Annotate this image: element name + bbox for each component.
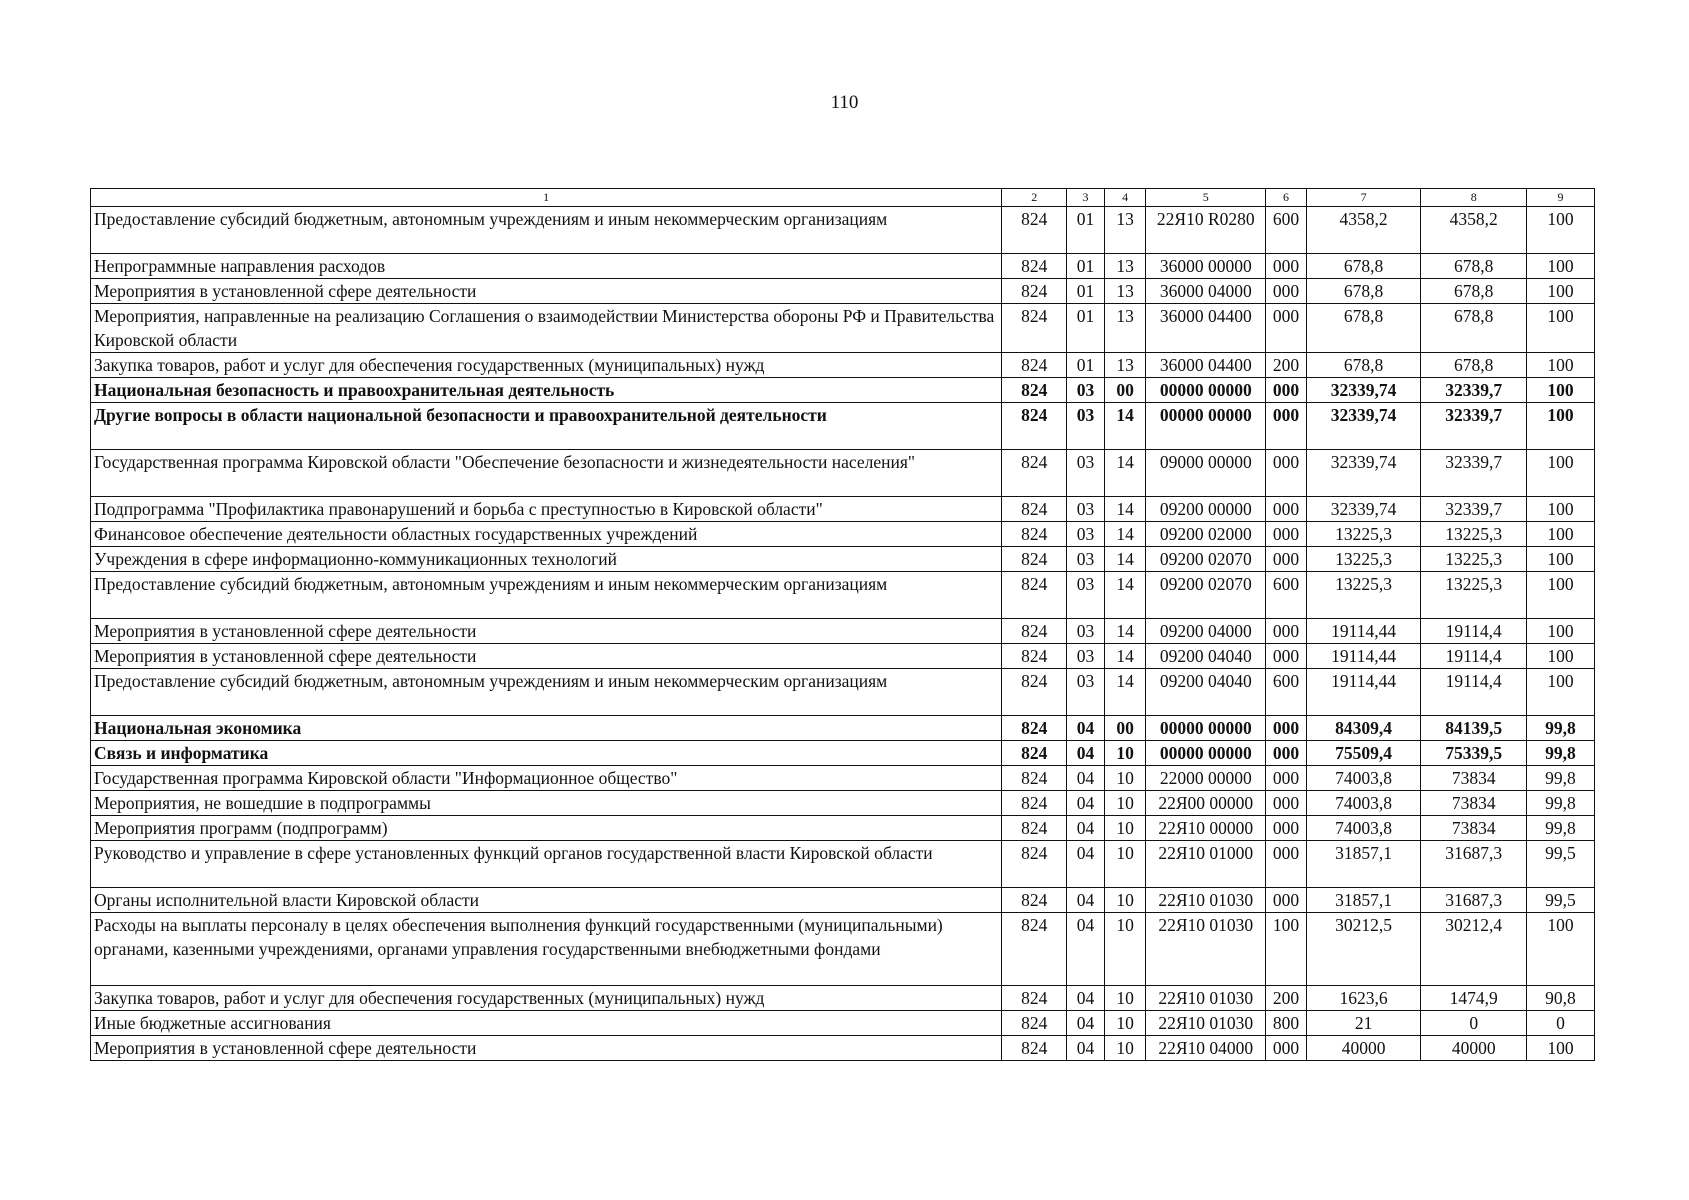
percent-value: 99,8 [1526, 816, 1594, 841]
pr-code: 10 [1104, 766, 1146, 791]
table-row [91, 644, 1595, 669]
table-row [91, 403, 1595, 450]
actual-value: 75339,5 [1421, 741, 1527, 766]
table-row [91, 766, 1595, 791]
vr-code: 000 [1266, 619, 1307, 644]
plan-value: 31857,1 [1306, 888, 1421, 913]
table-row [91, 816, 1595, 841]
vr-code: 000 [1266, 644, 1307, 669]
vr-code: 000 [1266, 279, 1307, 304]
rz-code: 04 [1067, 791, 1105, 816]
percent-value: 99,8 [1526, 791, 1594, 816]
percent-value: 0 [1526, 1011, 1594, 1036]
header-cell: 8 [1421, 189, 1527, 207]
pr-code: 14 [1104, 403, 1146, 450]
row-name: Другие вопросы в области национальной безопасности и правоохранительной деятельности [91, 403, 1002, 450]
header-cell: 4 [1104, 189, 1146, 207]
header-cell: 3 [1067, 189, 1105, 207]
percent-value: 100 [1526, 644, 1594, 669]
csr-code: 22Я00 00000 [1146, 791, 1266, 816]
row-name: Мероприятия в установленной сфере деятельности [91, 619, 1002, 644]
pr-code: 10 [1104, 816, 1146, 841]
gr-code: 824 [1002, 1011, 1067, 1036]
row-name: Мероприятия в установленной сфере деятельности [91, 1036, 1002, 1061]
pr-code: 14 [1104, 547, 1146, 572]
row-name: Мероприятия, направленные на реализацию Соглашения о взаимодействии Министерства обороны РФ и Правительства Кировской области [91, 304, 1002, 353]
table-row [91, 619, 1595, 644]
table-row [91, 841, 1595, 888]
rz-code: 03 [1067, 547, 1105, 572]
actual-value: 73834 [1421, 816, 1527, 841]
csr-code: 22Я10 01030 [1146, 1011, 1266, 1036]
rz-code: 04 [1067, 716, 1105, 741]
pr-code: 00 [1104, 716, 1146, 741]
page-number: 110 [830, 92, 859, 113]
gr-code: 824 [1002, 644, 1067, 669]
percent-value: 99,8 [1526, 766, 1594, 791]
rz-code: 04 [1067, 841, 1105, 888]
plan-value: 74003,8 [1306, 766, 1421, 791]
row-name: Учреждения в сфере информационно-коммуникационных технологий [91, 547, 1002, 572]
plan-value: 30212,5 [1306, 913, 1421, 986]
vr-code: 000 [1266, 791, 1307, 816]
pr-code: 13 [1104, 279, 1146, 304]
vr-code: 000 [1266, 888, 1307, 913]
pr-code: 10 [1104, 986, 1146, 1011]
header-cell: 6 [1266, 189, 1307, 207]
percent-value: 100 [1526, 913, 1594, 986]
plan-value: 19114,44 [1306, 669, 1421, 716]
gr-code: 824 [1002, 304, 1067, 353]
rz-code: 03 [1067, 572, 1105, 619]
plan-value: 19114,44 [1306, 619, 1421, 644]
percent-value: 99,8 [1526, 716, 1594, 741]
actual-value: 13225,3 [1421, 547, 1527, 572]
table-row [91, 378, 1595, 403]
rz-code: 03 [1067, 497, 1105, 522]
plan-value: 4358,2 [1306, 207, 1421, 254]
vr-code: 000 [1266, 841, 1307, 888]
plan-value: 1623,6 [1306, 986, 1421, 1011]
header-cell: 7 [1306, 189, 1421, 207]
vr-code: 000 [1266, 1036, 1307, 1061]
plan-value: 678,8 [1306, 353, 1421, 378]
actual-value: 32339,7 [1421, 378, 1527, 403]
pr-code: 14 [1104, 522, 1146, 547]
vr-code: 000 [1266, 403, 1307, 450]
header-cell: 5 [1146, 189, 1266, 207]
vr-code: 000 [1266, 378, 1307, 403]
vr-code: 000 [1266, 522, 1307, 547]
plan-value: 21 [1306, 1011, 1421, 1036]
actual-value: 0 [1421, 1011, 1527, 1036]
table-row [91, 279, 1595, 304]
vr-code: 800 [1266, 1011, 1307, 1036]
vr-code: 600 [1266, 669, 1307, 716]
row-name: Мероприятия в установленной сфере деятельности [91, 644, 1002, 669]
rz-code: 01 [1067, 254, 1105, 279]
pr-code: 10 [1104, 1036, 1146, 1061]
row-name: Подпрограмма "Профилактика правонарушений и борьба с преступностью в Кировской области" [91, 497, 1002, 522]
csr-code: 09200 04000 [1146, 619, 1266, 644]
row-name: Руководство и управление в сфере установленных функций органов государственной власти Кировской области [91, 841, 1002, 888]
gr-code: 824 [1002, 279, 1067, 304]
rz-code: 03 [1067, 644, 1105, 669]
actual-value: 30212,4 [1421, 913, 1527, 986]
row-name: Закупка товаров, работ и услуг для обеспечения государственных (муниципальных) нужд [91, 353, 1002, 378]
row-name: Предоставление субсидий бюджетным, автономным учреждениям и иным некоммерческим организациям [91, 207, 1002, 254]
table-row [91, 522, 1595, 547]
header-cell: 1 [91, 189, 1002, 207]
plan-value: 32339,74 [1306, 378, 1421, 403]
table-row [91, 986, 1595, 1011]
gr-code: 824 [1002, 353, 1067, 378]
row-name: Непрограммные направления расходов [91, 254, 1002, 279]
table-row [91, 353, 1595, 378]
vr-code: 000 [1266, 497, 1307, 522]
rz-code: 03 [1067, 403, 1105, 450]
actual-value: 678,8 [1421, 254, 1527, 279]
pr-code: 14 [1104, 644, 1146, 669]
gr-code: 824 [1002, 254, 1067, 279]
percent-value: 100 [1526, 619, 1594, 644]
pr-code: 10 [1104, 1011, 1146, 1036]
vr-code: 000 [1266, 816, 1307, 841]
percent-value: 100 [1526, 497, 1594, 522]
row-name: Государственная программа Кировской области "Информационное общество" [91, 766, 1002, 791]
gr-code: 824 [1002, 207, 1067, 254]
actual-value: 32339,7 [1421, 403, 1527, 450]
csr-code: 00000 00000 [1146, 741, 1266, 766]
plan-value: 31857,1 [1306, 841, 1421, 888]
vr-code: 000 [1266, 716, 1307, 741]
plan-value: 13225,3 [1306, 547, 1421, 572]
csr-code: 00000 00000 [1146, 716, 1266, 741]
actual-value: 4358,2 [1421, 207, 1527, 254]
gr-code: 824 [1002, 378, 1067, 403]
row-name: Связь и информатика [91, 741, 1002, 766]
percent-value: 100 [1526, 572, 1594, 619]
gr-code: 824 [1002, 522, 1067, 547]
table-row [91, 791, 1595, 816]
rz-code: 04 [1067, 741, 1105, 766]
actual-value: 678,8 [1421, 304, 1527, 353]
csr-code: 00000 00000 [1146, 403, 1266, 450]
csr-code: 36000 00000 [1146, 254, 1266, 279]
gr-code: 824 [1002, 716, 1067, 741]
actual-value: 13225,3 [1421, 572, 1527, 619]
plan-value: 74003,8 [1306, 791, 1421, 816]
csr-code: 09200 00000 [1146, 497, 1266, 522]
row-name: Органы исполнительной власти Кировской области [91, 888, 1002, 913]
rz-code: 03 [1067, 378, 1105, 403]
vr-code: 200 [1266, 353, 1307, 378]
row-name: Закупка товаров, работ и услуг для обеспечения государственных (муниципальных) нужд [91, 986, 1002, 1011]
row-name: Финансовое обеспечение деятельности областных государственных учреждений [91, 522, 1002, 547]
row-name: Мероприятия, не вошедшие в подпрограммы [91, 791, 1002, 816]
table-row [91, 254, 1595, 279]
gr-code: 824 [1002, 1036, 1067, 1061]
pr-code: 13 [1104, 304, 1146, 353]
header-cell: 2 [1002, 189, 1067, 207]
actual-value: 73834 [1421, 766, 1527, 791]
actual-value: 19114,4 [1421, 644, 1527, 669]
csr-code: 22Я10 01030 [1146, 913, 1266, 986]
rz-code: 04 [1067, 986, 1105, 1011]
csr-code: 22Я10 R0280 [1146, 207, 1266, 254]
percent-value: 100 [1526, 378, 1594, 403]
table-row [91, 741, 1595, 766]
percent-value: 100 [1526, 304, 1594, 353]
table-row [91, 572, 1595, 619]
vr-code: 100 [1266, 913, 1307, 986]
gr-code: 824 [1002, 547, 1067, 572]
percent-value: 100 [1526, 353, 1594, 378]
csr-code: 22Я10 01030 [1146, 986, 1266, 1011]
rz-code: 04 [1067, 1036, 1105, 1061]
vr-code: 000 [1266, 766, 1307, 791]
plan-value: 678,8 [1306, 304, 1421, 353]
actual-value: 32339,7 [1421, 497, 1527, 522]
row-name: Государственная программа Кировской области "Обеспечение безопасности и жизнедеятельности населения" [91, 450, 1002, 497]
vr-code: 200 [1266, 986, 1307, 1011]
plan-value: 75509,4 [1306, 741, 1421, 766]
budget-table [90, 188, 1595, 1061]
csr-code: 36000 04400 [1146, 304, 1266, 353]
csr-code: 22Я10 01000 [1146, 841, 1266, 888]
rz-code: 03 [1067, 669, 1105, 716]
pr-code: 10 [1104, 841, 1146, 888]
rz-code: 04 [1067, 913, 1105, 986]
gr-code: 824 [1002, 888, 1067, 913]
percent-value: 100 [1526, 450, 1594, 497]
rz-code: 04 [1067, 766, 1105, 791]
table-row [91, 304, 1595, 353]
rz-code: 04 [1067, 888, 1105, 913]
header-cell: 9 [1526, 189, 1594, 207]
plan-value: 32339,74 [1306, 403, 1421, 450]
row-name: Национальная экономика [91, 716, 1002, 741]
plan-value: 13225,3 [1306, 572, 1421, 619]
rz-code: 01 [1067, 353, 1105, 378]
pr-code: 10 [1104, 913, 1146, 986]
csr-code: 09200 02070 [1146, 572, 1266, 619]
row-name: Предоставление субсидий бюджетным, автономным учреждениям и иным некоммерческим организациям [91, 669, 1002, 716]
percent-value: 100 [1526, 547, 1594, 572]
gr-code: 824 [1002, 791, 1067, 816]
table-body [91, 189, 1595, 1061]
pr-code: 13 [1104, 254, 1146, 279]
actual-value: 19114,4 [1421, 619, 1527, 644]
plan-value: 32339,74 [1306, 497, 1421, 522]
csr-code: 09200 02000 [1146, 522, 1266, 547]
actual-value: 13225,3 [1421, 522, 1527, 547]
table-row [91, 1011, 1595, 1036]
plan-value: 19114,44 [1306, 644, 1421, 669]
percent-value: 99,5 [1526, 888, 1594, 913]
plan-value: 84309,4 [1306, 716, 1421, 741]
actual-value: 73834 [1421, 791, 1527, 816]
rz-code: 03 [1067, 619, 1105, 644]
gr-code: 824 [1002, 766, 1067, 791]
actual-value: 40000 [1421, 1036, 1527, 1061]
pr-code: 13 [1104, 207, 1146, 254]
table-row [91, 669, 1595, 716]
percent-value: 100 [1526, 1036, 1594, 1061]
actual-value: 31687,3 [1421, 888, 1527, 913]
table-row [91, 716, 1595, 741]
gr-code: 824 [1002, 986, 1067, 1011]
csr-code: 09200 04040 [1146, 644, 1266, 669]
csr-code: 36000 04400 [1146, 353, 1266, 378]
table-row [91, 450, 1595, 497]
actual-value: 678,8 [1421, 279, 1527, 304]
row-name: Национальная безопасность и правоохранительная деятельность [91, 378, 1002, 403]
gr-code: 824 [1002, 450, 1067, 497]
csr-code: 00000 00000 [1146, 378, 1266, 403]
vr-code: 000 [1266, 450, 1307, 497]
pr-code: 00 [1104, 378, 1146, 403]
pr-code: 14 [1104, 497, 1146, 522]
table-row [91, 547, 1595, 572]
gr-code: 824 [1002, 841, 1067, 888]
actual-value: 84139,5 [1421, 716, 1527, 741]
percent-value: 90,8 [1526, 986, 1594, 1011]
plan-value: 13225,3 [1306, 522, 1421, 547]
csr-code: 36000 04000 [1146, 279, 1266, 304]
csr-code: 22Я10 04000 [1146, 1036, 1266, 1061]
plan-value: 678,8 [1306, 279, 1421, 304]
plan-value: 40000 [1306, 1036, 1421, 1061]
actual-value: 32339,7 [1421, 450, 1527, 497]
row-name: Расходы на выплаты персоналу в целях обеспечения выполнения функций государственными (муниципальными) органами, казенными учреждениями, органами управления государственными внебюджетными фондами [91, 913, 1002, 986]
table-row [91, 913, 1595, 986]
percent-value: 99,8 [1526, 741, 1594, 766]
csr-code: 22Я10 00000 [1146, 816, 1266, 841]
gr-code: 824 [1002, 497, 1067, 522]
table-row [91, 207, 1595, 254]
csr-code: 22Я10 01030 [1146, 888, 1266, 913]
row-name: Предоставление субсидий бюджетным, автономным учреждениям и иным некоммерческим организациям [91, 572, 1002, 619]
percent-value: 100 [1526, 669, 1594, 716]
rz-code: 03 [1067, 522, 1105, 547]
vr-code: 000 [1266, 741, 1307, 766]
percent-value: 100 [1526, 254, 1594, 279]
csr-code: 09000 00000 [1146, 450, 1266, 497]
percent-value: 100 [1526, 403, 1594, 450]
rz-code: 04 [1067, 1011, 1105, 1036]
gr-code: 824 [1002, 619, 1067, 644]
rz-code: 01 [1067, 304, 1105, 353]
csr-code: 09200 04040 [1146, 669, 1266, 716]
pr-code: 10 [1104, 741, 1146, 766]
table-row [91, 888, 1595, 913]
pr-code: 14 [1104, 619, 1146, 644]
actual-value: 1474,9 [1421, 986, 1527, 1011]
actual-value: 678,8 [1421, 353, 1527, 378]
pr-code: 10 [1104, 791, 1146, 816]
percent-value: 100 [1526, 207, 1594, 254]
csr-code: 22000 00000 [1146, 766, 1266, 791]
rz-code: 01 [1067, 207, 1105, 254]
plan-value: 678,8 [1306, 254, 1421, 279]
actual-value: 31687,3 [1421, 841, 1527, 888]
percent-value: 100 [1526, 522, 1594, 547]
actual-value: 19114,4 [1421, 669, 1527, 716]
gr-code: 824 [1002, 913, 1067, 986]
vr-code: 000 [1266, 304, 1307, 353]
vr-code: 000 [1266, 547, 1307, 572]
table-row [91, 497, 1595, 522]
pr-code: 14 [1104, 450, 1146, 497]
pr-code: 13 [1104, 353, 1146, 378]
pr-code: 14 [1104, 669, 1146, 716]
column-number-header [91, 189, 1595, 207]
gr-code: 824 [1002, 741, 1067, 766]
csr-code: 09200 02070 [1146, 547, 1266, 572]
gr-code: 824 [1002, 403, 1067, 450]
vr-code: 600 [1266, 207, 1307, 254]
gr-code: 824 [1002, 816, 1067, 841]
plan-value: 74003,8 [1306, 816, 1421, 841]
rz-code: 03 [1067, 450, 1105, 497]
percent-value: 99,5 [1526, 841, 1594, 888]
gr-code: 824 [1002, 572, 1067, 619]
row-name: Мероприятия программ (подпрограмм) [91, 816, 1002, 841]
table-row [91, 1036, 1595, 1061]
rz-code: 04 [1067, 816, 1105, 841]
row-name: Иные бюджетные ассигнования [91, 1011, 1002, 1036]
vr-code: 000 [1266, 254, 1307, 279]
plan-value: 32339,74 [1306, 450, 1421, 497]
gr-code: 824 [1002, 669, 1067, 716]
rz-code: 01 [1067, 279, 1105, 304]
vr-code: 600 [1266, 572, 1307, 619]
row-name: Мероприятия в установленной сфере деятельности [91, 279, 1002, 304]
pr-code: 14 [1104, 572, 1146, 619]
percent-value: 100 [1526, 279, 1594, 304]
pr-code: 10 [1104, 888, 1146, 913]
